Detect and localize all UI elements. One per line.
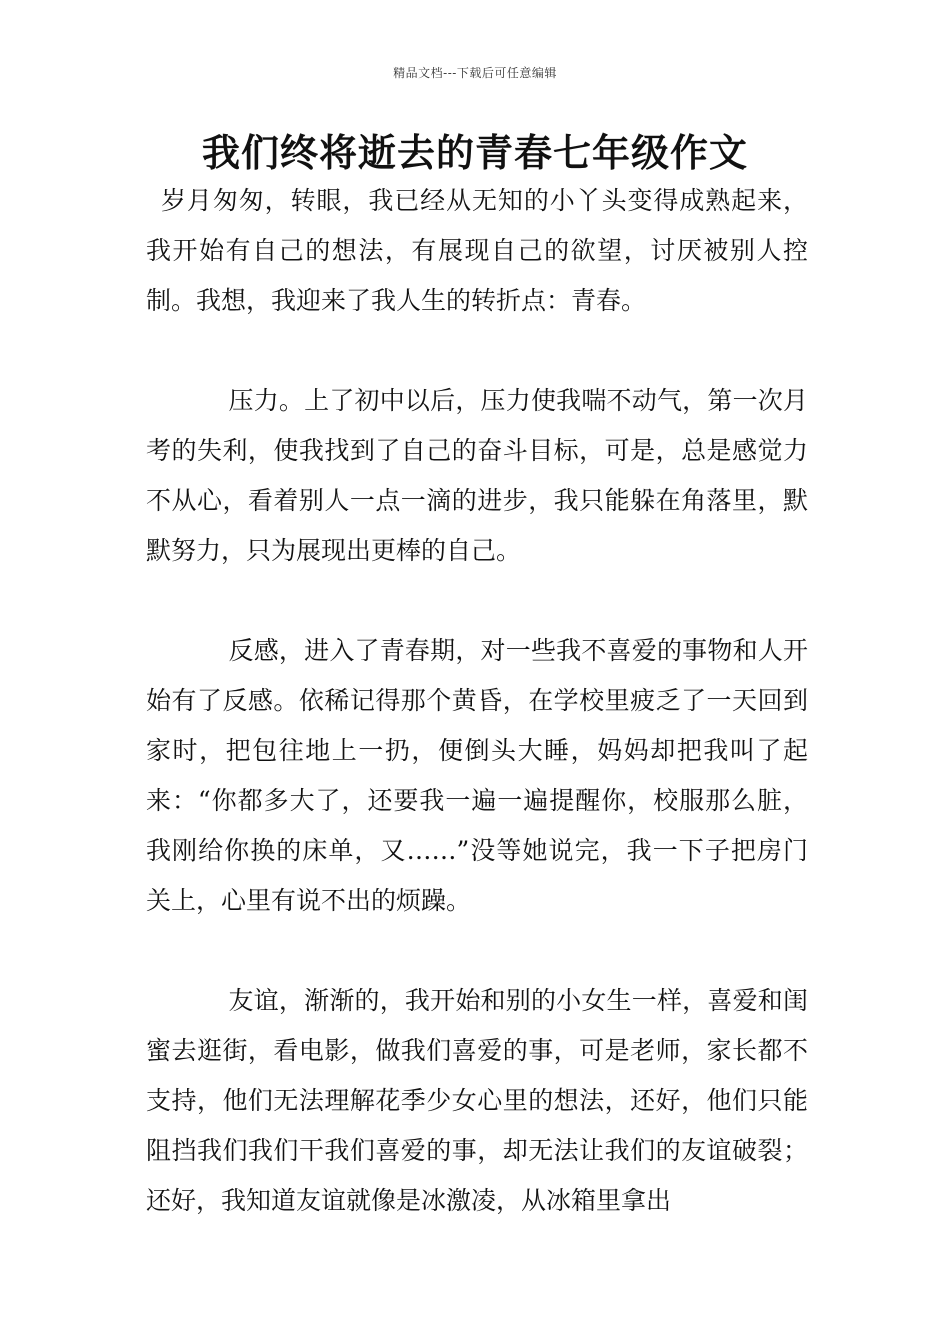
paragraph-3: 反感，进入了青春期，对一些我不喜爱的事物和人开始有了反感。依稀记得那个黄昏，在学校里疲乏了一天回到家时，把包往地上一扔，便倒头大睡，妈妈却把我叫了起来：“你都多大了，还要我一遍一遍提醒你，校服那么脏，我刚给你换的床单，又……”没等她说完，我一下子把房门关上，心里有说不出的烦躁。 [146, 636, 808, 915]
paragraph-2: 压力。上了初中以后，压力使我喘不动气，第一次月考的失利，使我找到了自己的奋斗目标，可是，总是感觉力不从心，看着别人一点一滴的进步，我只能躲在角落里，默默努力，只为展现出更棒的自己。 [146, 386, 808, 565]
paragraph-1: 岁月匆匆，转眼，我已经从无知的小丫头变得成熟起来，我开始有自己的想法，有展现自己的欲望，讨厌被别人控制。我想，我迎来了我人生的转折点：青春。 [146, 186, 808, 315]
paragraph-gap [146, 926, 808, 976]
header-note: 精品文档---下载后可任意编辑 [393, 66, 557, 80]
essay-body [146, 176, 808, 1226]
paragraph-4: 友谊，渐渐的，我开始和别的小女生一样，喜爱和闺蜜去逛街，看电影，做我们喜爱的事，可是老师，家长都不支持，他们无法理解花季少女心里的想法，还好，他们只能阻挡我们我们干我们喜爱的事，却无法让我们的友谊破裂；还好，我知道友谊就像是冰激凌，从冰箱里拿出 [146, 986, 808, 1215]
page-title: 我们终将逝去的青春七年级作文 [201, 130, 748, 175]
paragraph-gap [146, 576, 808, 626]
paragraph-gap [146, 326, 808, 376]
